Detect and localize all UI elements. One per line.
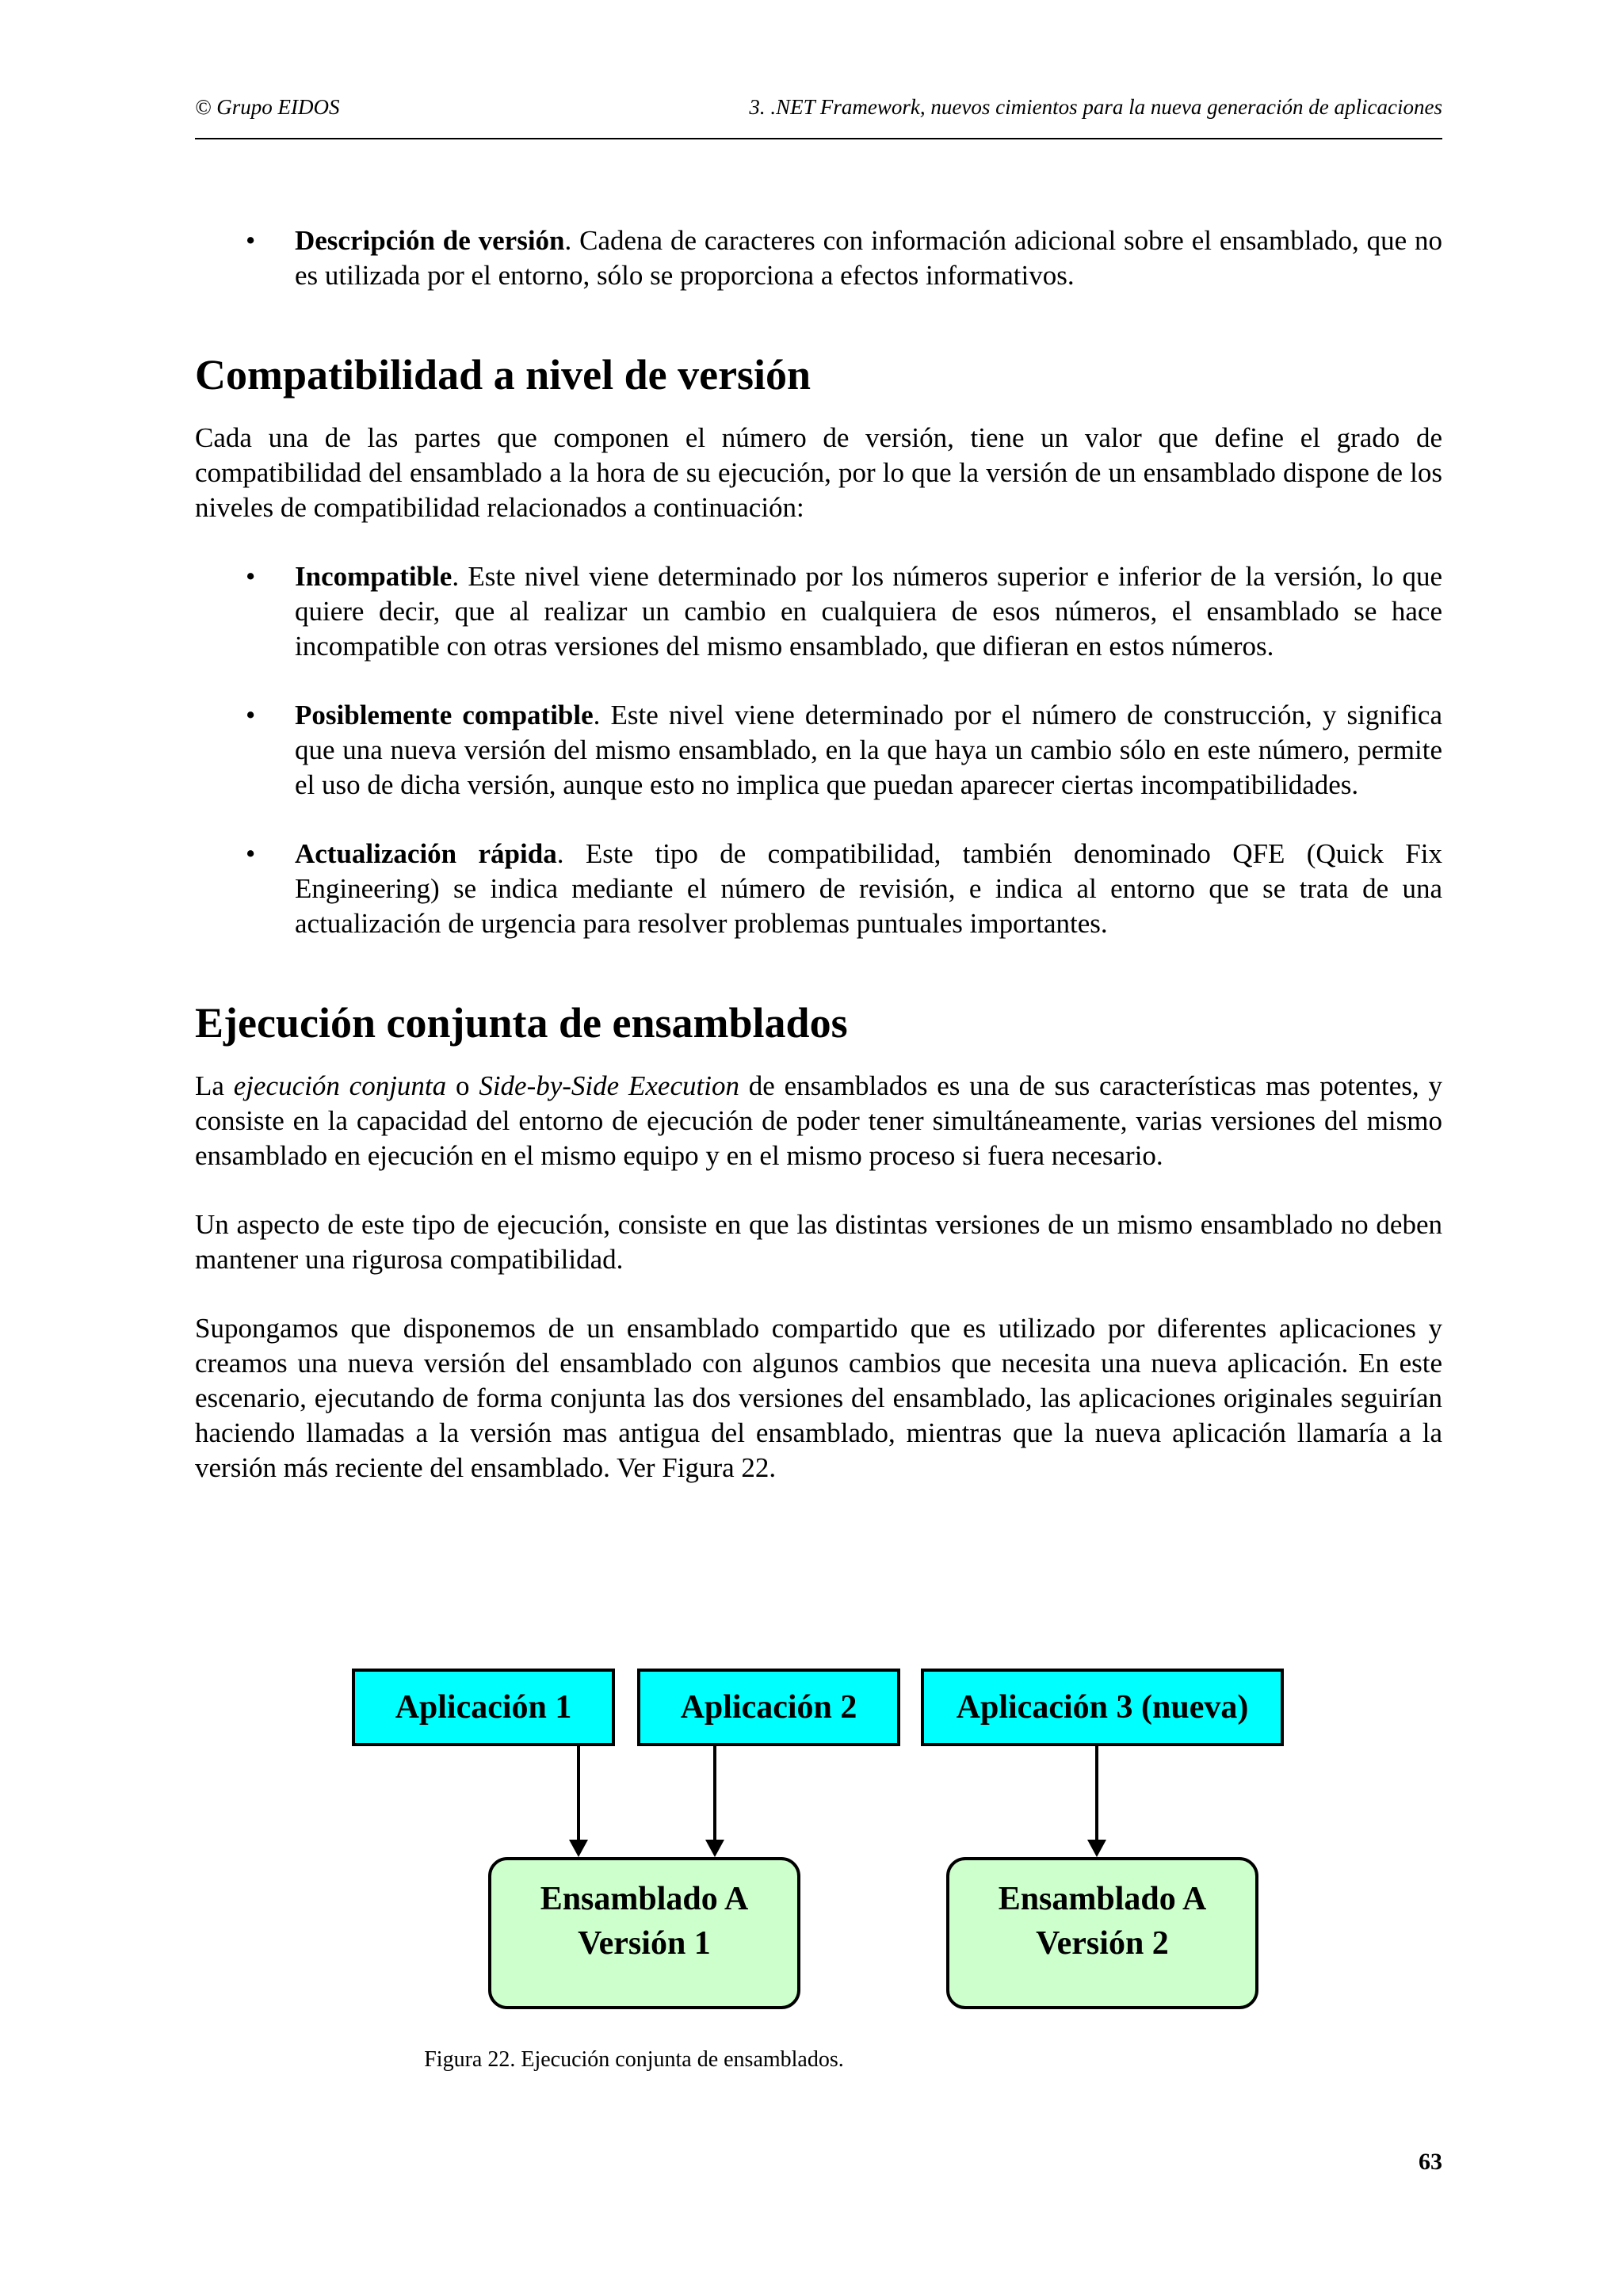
- arrowhead-icon: [1087, 1840, 1106, 1857]
- assembly2-line1: Ensamblado A: [998, 1881, 1207, 1917]
- text-run: La: [195, 1070, 234, 1101]
- paragraph: Un aspecto de este tipo de ejecución, consiste en que las distintas versiones de un mismo ensamblado no deben mantener una rigurosa compatibilidad.: [195, 1209, 1442, 1275]
- paragraph: Supongamos que disponemos de un ensamblado compartido que es utilizado por diferentes aplicaciones y creamos una nueva versión del ensamblado con algunos cambios que necesita una nueva aplicación. En este escenario, ejecutando de forma conjunta las dos versiones del ensamblado, las aplicaciones originales seguirían haciendo llamadas a la versión mas antigua del ensamblado, mientras que la nueva aplicación llamaría a la versión más reciente del ensamblado. Ver Figura 22.: [195, 1313, 1442, 1483]
- bullet-term: Descripción de versión: [295, 225, 565, 256]
- app-label-1: Aplicación 1: [395, 1689, 572, 1726]
- header-right: 3. .NET Framework, nuevos cimientos para la nueva generación de aplicaciones: [749, 95, 1442, 119]
- section-title-ejecucion: Ejecución conjunta de ensamblados: [195, 999, 848, 1047]
- figure-caption: Figura 22. Ejecución conjunta de ensamblados.: [424, 2047, 844, 2072]
- emphasis: ejecución conjunta: [233, 1070, 447, 1101]
- text-run: de ensamblados es una de sus características mas potentes, y consiste en la capacidad del entorno de ejecución de poder tener simultáneamente, varias versiones del mismo ensamblado en ejecución en el mismo equipo y en el mismo proceso si fuera necesario.: [195, 1070, 1442, 1171]
- assembly1-line2: Versión 1: [578, 1925, 711, 1962]
- bullet-text: . Cadena de caracteres con información adicional sobre el ensamblado, que no es utilizada por el entorno, sólo se proporciona a efectos informativos.: [295, 225, 1442, 291]
- bullet-icon: •: [246, 561, 256, 592]
- paragraph: Cada una de las partes que componen el número de versión, tiene un valor que define el grado de compatibilidad del ensamblado a la hora de su ejecución, por lo que la versión de un ensamblado dispone de los niveles de compatibilidad relacionados a continuación:: [195, 422, 1442, 523]
- app-label-3: Aplicación 3 (nueva): [956, 1689, 1249, 1726]
- assembly2-line2: Versión 2: [1036, 1925, 1169, 1962]
- bullet-term: Posiblemente compatible: [295, 700, 594, 730]
- assembly-box-2: [948, 1859, 1257, 2008]
- arrowhead-icon: [705, 1840, 724, 1857]
- app-box-1: [353, 1670, 613, 1745]
- section-title-compatibilidad: Compatibilidad a nivel de versión: [195, 351, 812, 399]
- bullet-icon: •: [246, 700, 256, 730]
- page-number: 63: [1419, 2149, 1442, 2175]
- assembly1-line1: Ensamblado A: [540, 1881, 749, 1917]
- app-box-3: [922, 1670, 1282, 1745]
- bullet-icon: •: [246, 225, 256, 256]
- bullet-text: . Este nivel viene determinado por los números superior e inferior de la versión, lo que quiere decir, que al realizar un cambio en cualquiera de esos números, el ensamblado se hace incompatible con otras versiones del mismo ensamblado, que difieran en estos números.: [295, 561, 1442, 662]
- bullet-text: . Este nivel viene determinado por el número de construcción, y significa que una nueva versión del mismo ensamblado, en la que haya un cambio sólo en este número, permite el uso de dicha versión, aunque esto no implica que puedan aparecer ciertas incompatibilidades.: [295, 700, 1442, 800]
- header-left: © Grupo EIDOS: [195, 95, 340, 119]
- arrowhead-icon: [569, 1840, 588, 1857]
- text-run: o: [446, 1070, 479, 1101]
- bullet-icon: •: [246, 838, 256, 869]
- app-box-2: [639, 1670, 899, 1745]
- bullet-term: Actualización rápida: [295, 838, 557, 869]
- emphasis: Side-by-Side Execution: [479, 1070, 739, 1101]
- bullet-text: . Este tipo de compatibilidad, también denominado QFE (Quick Fix Engineering) se indica mediante el número de revisión, e indica al entorno que se trata de una actualización de urgencia para resolver problemas puntuales importantes.: [295, 838, 1442, 939]
- bullet-term: Incompatible: [295, 561, 453, 592]
- app-label-2: Aplicación 2: [680, 1689, 857, 1726]
- assembly-box-1: [490, 1859, 799, 2008]
